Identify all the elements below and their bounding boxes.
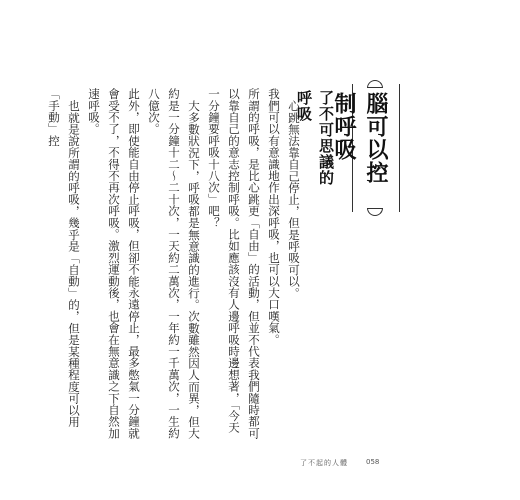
title-ornament-top: [367, 80, 383, 88]
paragraph-1: 心跳無法靠自己停止，但是呼吸可以。: [287, 99, 301, 299]
paragraph-2: 我們可以有意識地作出深呼吸，也可以大口嘆氣。: [267, 88, 281, 346]
chapter-title-block: [331, 84, 402, 212]
paragraph-4: 大多數狀況下，呼吸都是無意識的進行。次數雖然因人而異，但大約是一分鐘十二～二十次，一天約二萬次，一年約一千萬次，一生約八億次。: [147, 88, 201, 439]
paragraph-5: 此外，即使能自由停止呼吸，但卻不能永遠停止，最多憋氣一分鐘就會受不了，不得不再次呼吸。激烈運動後，也會在無意識之下自然加速呼吸。: [87, 88, 141, 439]
page-number: 058: [366, 458, 380, 466]
section-heading: 了不可思議的呼吸: [295, 90, 335, 186]
paragraph-3: 所謂的呼吸，是比心跳更「自由」的活動，但並不代表我們隨時都可以靠自己的意志控制呼吸。比如應該沒有人邊呼吸時邊想著，「今天一分鐘要呼吸十八次」吧？: [207, 88, 261, 439]
page-footer: [300, 458, 420, 472]
paragraph-6: 也就是說所謂的呼吸，幾乎是「自動」的，但是某種程度可以用「手動」控: [47, 88, 81, 428]
footer-book-title: 了不起的人體: [300, 459, 348, 467]
title-ornament-bottom: [367, 208, 383, 216]
body-text: [47, 88, 304, 442]
chapter-title: 腦可以控制呼吸: [331, 92, 389, 184]
